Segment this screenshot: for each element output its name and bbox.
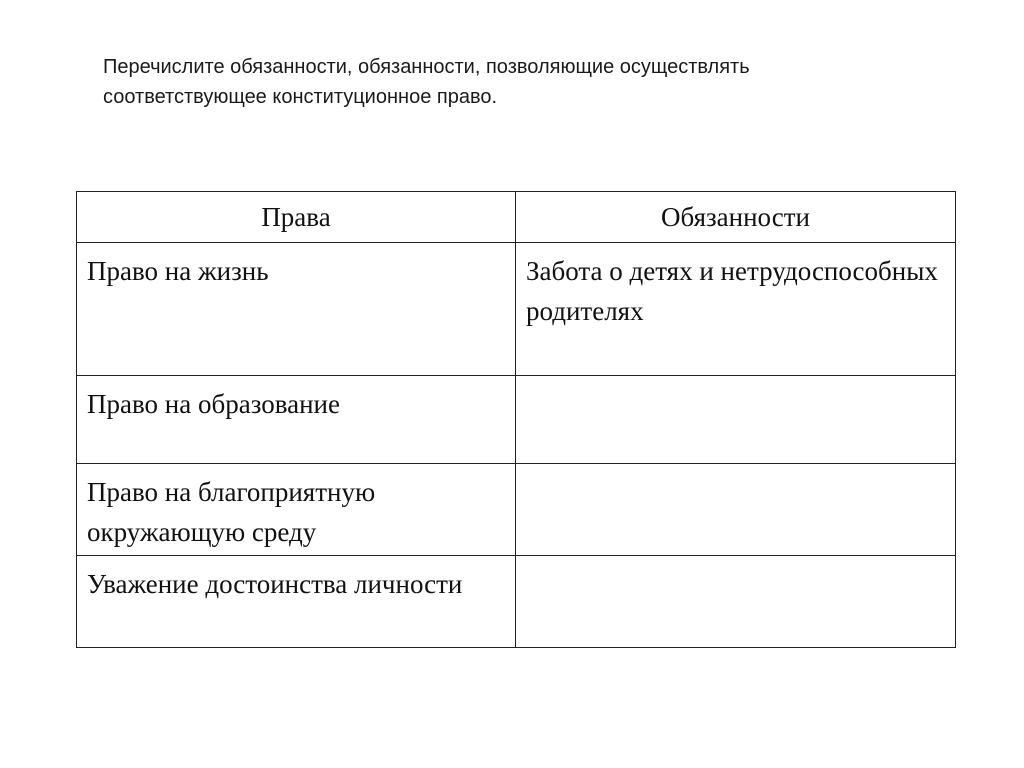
right-cell: Право на благоприятную окружающую среду xyxy=(77,464,516,556)
header-duties: Обязанности xyxy=(516,192,956,243)
instruction-line-2: соответствующее конституционное право. xyxy=(103,86,498,108)
table-header-row xyxy=(77,192,956,243)
right-cell: Право на жизнь xyxy=(77,243,516,376)
rights-duties-table xyxy=(76,191,956,648)
instruction-line-1: Перечислите обязанности, обязанности, позволяющие осуществлять xyxy=(103,56,750,78)
right-cell: Уважение достоинства личности xyxy=(77,556,516,648)
table-row xyxy=(77,376,956,464)
table-row xyxy=(77,243,956,376)
task-instruction xyxy=(103,52,983,112)
duty-cell: Забота о детях и нетрудоспособных родителях xyxy=(516,243,956,376)
table-row xyxy=(77,556,956,648)
duty-cell xyxy=(516,376,956,464)
duty-cell xyxy=(516,556,956,648)
header-rights: Права xyxy=(77,192,516,243)
duty-cell xyxy=(516,464,956,556)
table-row xyxy=(77,464,956,556)
right-cell: Право на образование xyxy=(77,376,516,464)
